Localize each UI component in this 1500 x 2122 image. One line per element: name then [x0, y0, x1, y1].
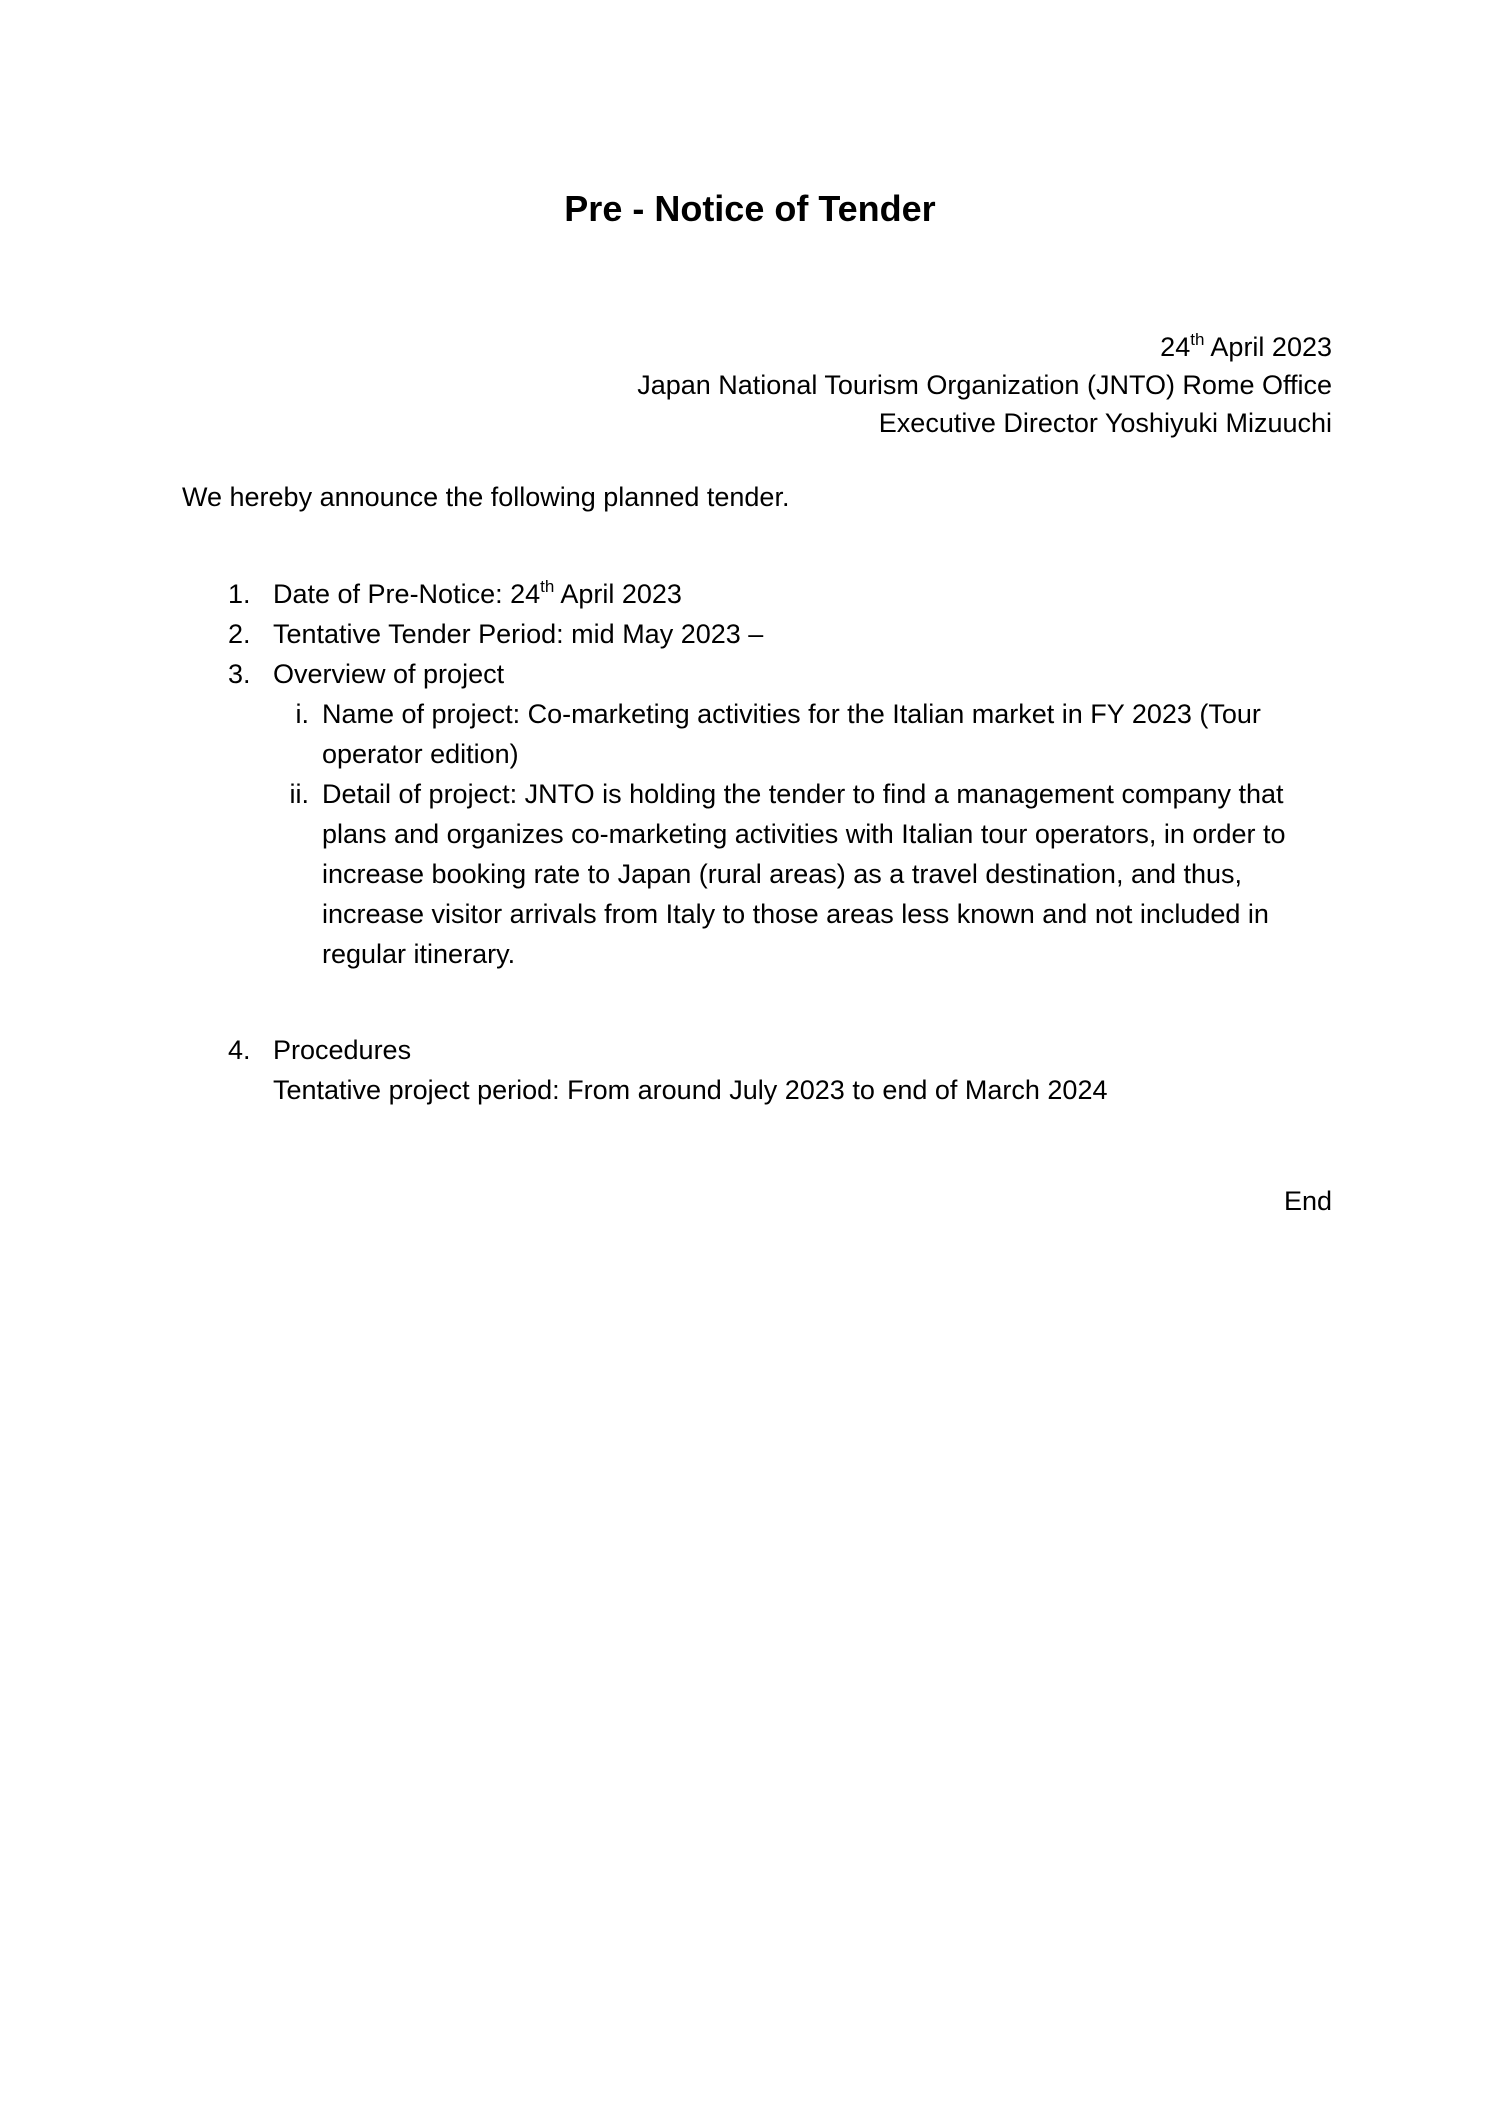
document-title: Pre - Notice of Tender — [564, 188, 936, 229]
sub-item-numeral: i. — [295, 699, 309, 729]
notice-date — [637, 328, 1332, 366]
list-item-number: 3. — [228, 659, 251, 689]
sub-item-text: Name of project: Co-marketing activities for the Italian market in FY 2023 (Tour operator edition) — [322, 699, 1261, 769]
date-suffix: th — [1190, 330, 1205, 349]
list-item-text: Date of Pre-Notice: 24th April 2023 — [273, 577, 682, 609]
date-month-year: April 2023 — [1204, 332, 1332, 362]
organization-name: Japan National Tourism Organization (JNTO) Rome Office — [637, 370, 1332, 400]
list-item-detail: Tentative project period: From around July 2023 to end of March 2024 — [273, 1075, 1108, 1105]
list-item — [182, 654, 1332, 974]
list-item-number: 1. — [228, 579, 251, 609]
end-marker: End — [1283, 1186, 1332, 1216]
sub-list-item — [273, 774, 1332, 974]
list-item-text: Procedures — [273, 1035, 412, 1065]
signatory-name: Executive Director Yoshiyuki Mizuuchi — [878, 408, 1332, 438]
list-item — [182, 614, 1332, 654]
numbered-list — [182, 574, 1332, 1110]
sub-list-item — [273, 694, 1332, 774]
intro-paragraph: We hereby announce the following planned tender. — [182, 482, 790, 512]
sender-block — [637, 328, 1332, 442]
sub-item-numeral: ii. — [289, 779, 309, 809]
spacer — [182, 974, 1332, 1030]
list-item — [182, 574, 1332, 614]
date-day: 24 — [1160, 332, 1191, 362]
list-item-number: 2. — [228, 619, 251, 649]
ordinal-suffix: th — [540, 577, 555, 596]
list-item-text: Overview of project — [273, 659, 505, 689]
list-item-number: 4. — [228, 1035, 251, 1065]
list-item-text: Tentative Tender Period: mid May 2023 – — [273, 619, 764, 649]
sub-item-text: Detail of project: JNTO is holding the tender to find a management company that plans and organizes co-marketing activities with Italian tour operators, in order to increase booking rate to Japan (rural areas) as a travel destination, and thus, increase visitor arrivals from Italy to those areas less known and not included in regular itinerary. — [322, 779, 1286, 969]
list-item — [182, 1030, 1332, 1110]
